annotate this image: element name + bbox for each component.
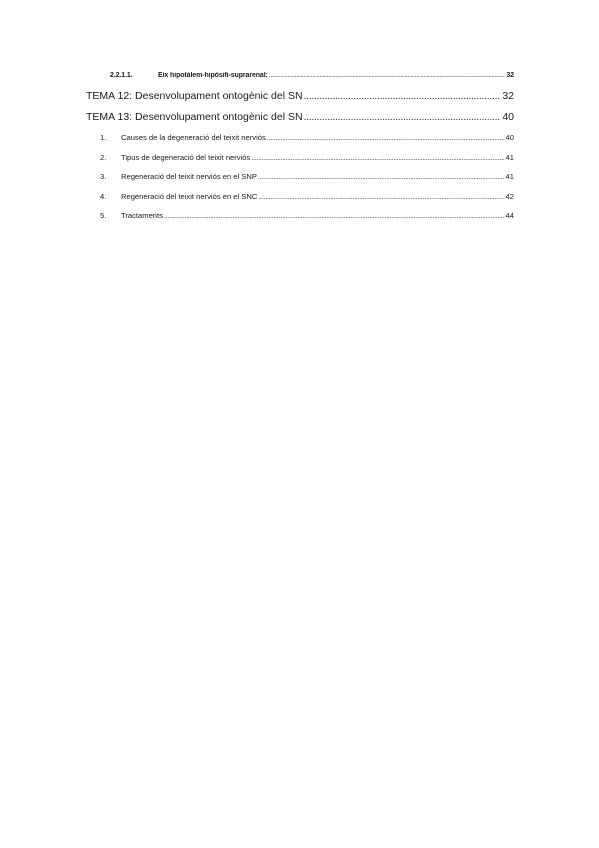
toc-entry-number: 5. xyxy=(100,211,107,220)
toc-leader-dots xyxy=(258,192,504,201)
toc-entry-title: Regeneració del teixit nerviós en el SNC xyxy=(121,192,258,201)
toc-entry-number: 2.2.1.1. xyxy=(110,72,133,79)
toc-entry-page: 44 xyxy=(505,211,514,220)
toc-entry-item-4[interactable] xyxy=(100,192,514,205)
toc-entry-title: Causes de la degeneració del teixit nerviós xyxy=(121,133,266,142)
toc-entry-item-5[interactable] xyxy=(100,211,514,224)
toc-entry-title: Eix hipotàlem-hipòsifi-suprarenal: xyxy=(158,72,268,79)
toc-entry-page: 32 xyxy=(506,72,514,79)
toc-entry-title: TEMA 12: Desenvolupament ontogènic del SN xyxy=(86,90,303,102)
toc-entry-tema-12[interactable] xyxy=(86,90,514,106)
toc-entry-page: 40 xyxy=(505,133,514,142)
toc-entry-item-2[interactable] xyxy=(100,153,514,166)
toc-entry-2-2-1-1[interactable] xyxy=(110,72,514,84)
toc-entry-number: 2. xyxy=(100,153,107,162)
toc-entry-title: Regeneració del teixit nerviós en el SNP xyxy=(121,172,257,181)
toc-entry-page: 41 xyxy=(505,172,514,181)
toc-leader-dots xyxy=(304,111,502,123)
toc-leader-dots xyxy=(164,211,505,220)
toc-entry-item-1[interactable] xyxy=(100,133,514,146)
toc-entry-item-3[interactable] xyxy=(100,172,514,185)
toc-entry-page: 32 xyxy=(502,90,514,102)
toc-entry-number: 1. xyxy=(100,133,107,142)
toc-entry-page: 40 xyxy=(502,111,514,123)
toc-leader-dots xyxy=(267,133,505,142)
toc-leader-dots xyxy=(304,90,502,102)
toc-entry-number: 3. xyxy=(100,172,107,181)
toc-leader-dots xyxy=(251,153,504,162)
toc-entry-page: 42 xyxy=(505,192,514,201)
toc-entry-title: Tipus de degeneració del teixit nerviós xyxy=(121,153,251,162)
toc-entry-number: 4. xyxy=(100,192,107,201)
toc-entry-title: Tractaments xyxy=(121,211,163,220)
toc-entry-tema-13[interactable] xyxy=(86,111,514,127)
toc-leader-dots xyxy=(269,72,506,79)
toc-entry-title: TEMA 13: Desenvolupament ontogènic del SN xyxy=(86,111,303,123)
toc-leader-dots xyxy=(258,172,505,181)
toc-entry-page: 41 xyxy=(505,153,514,162)
